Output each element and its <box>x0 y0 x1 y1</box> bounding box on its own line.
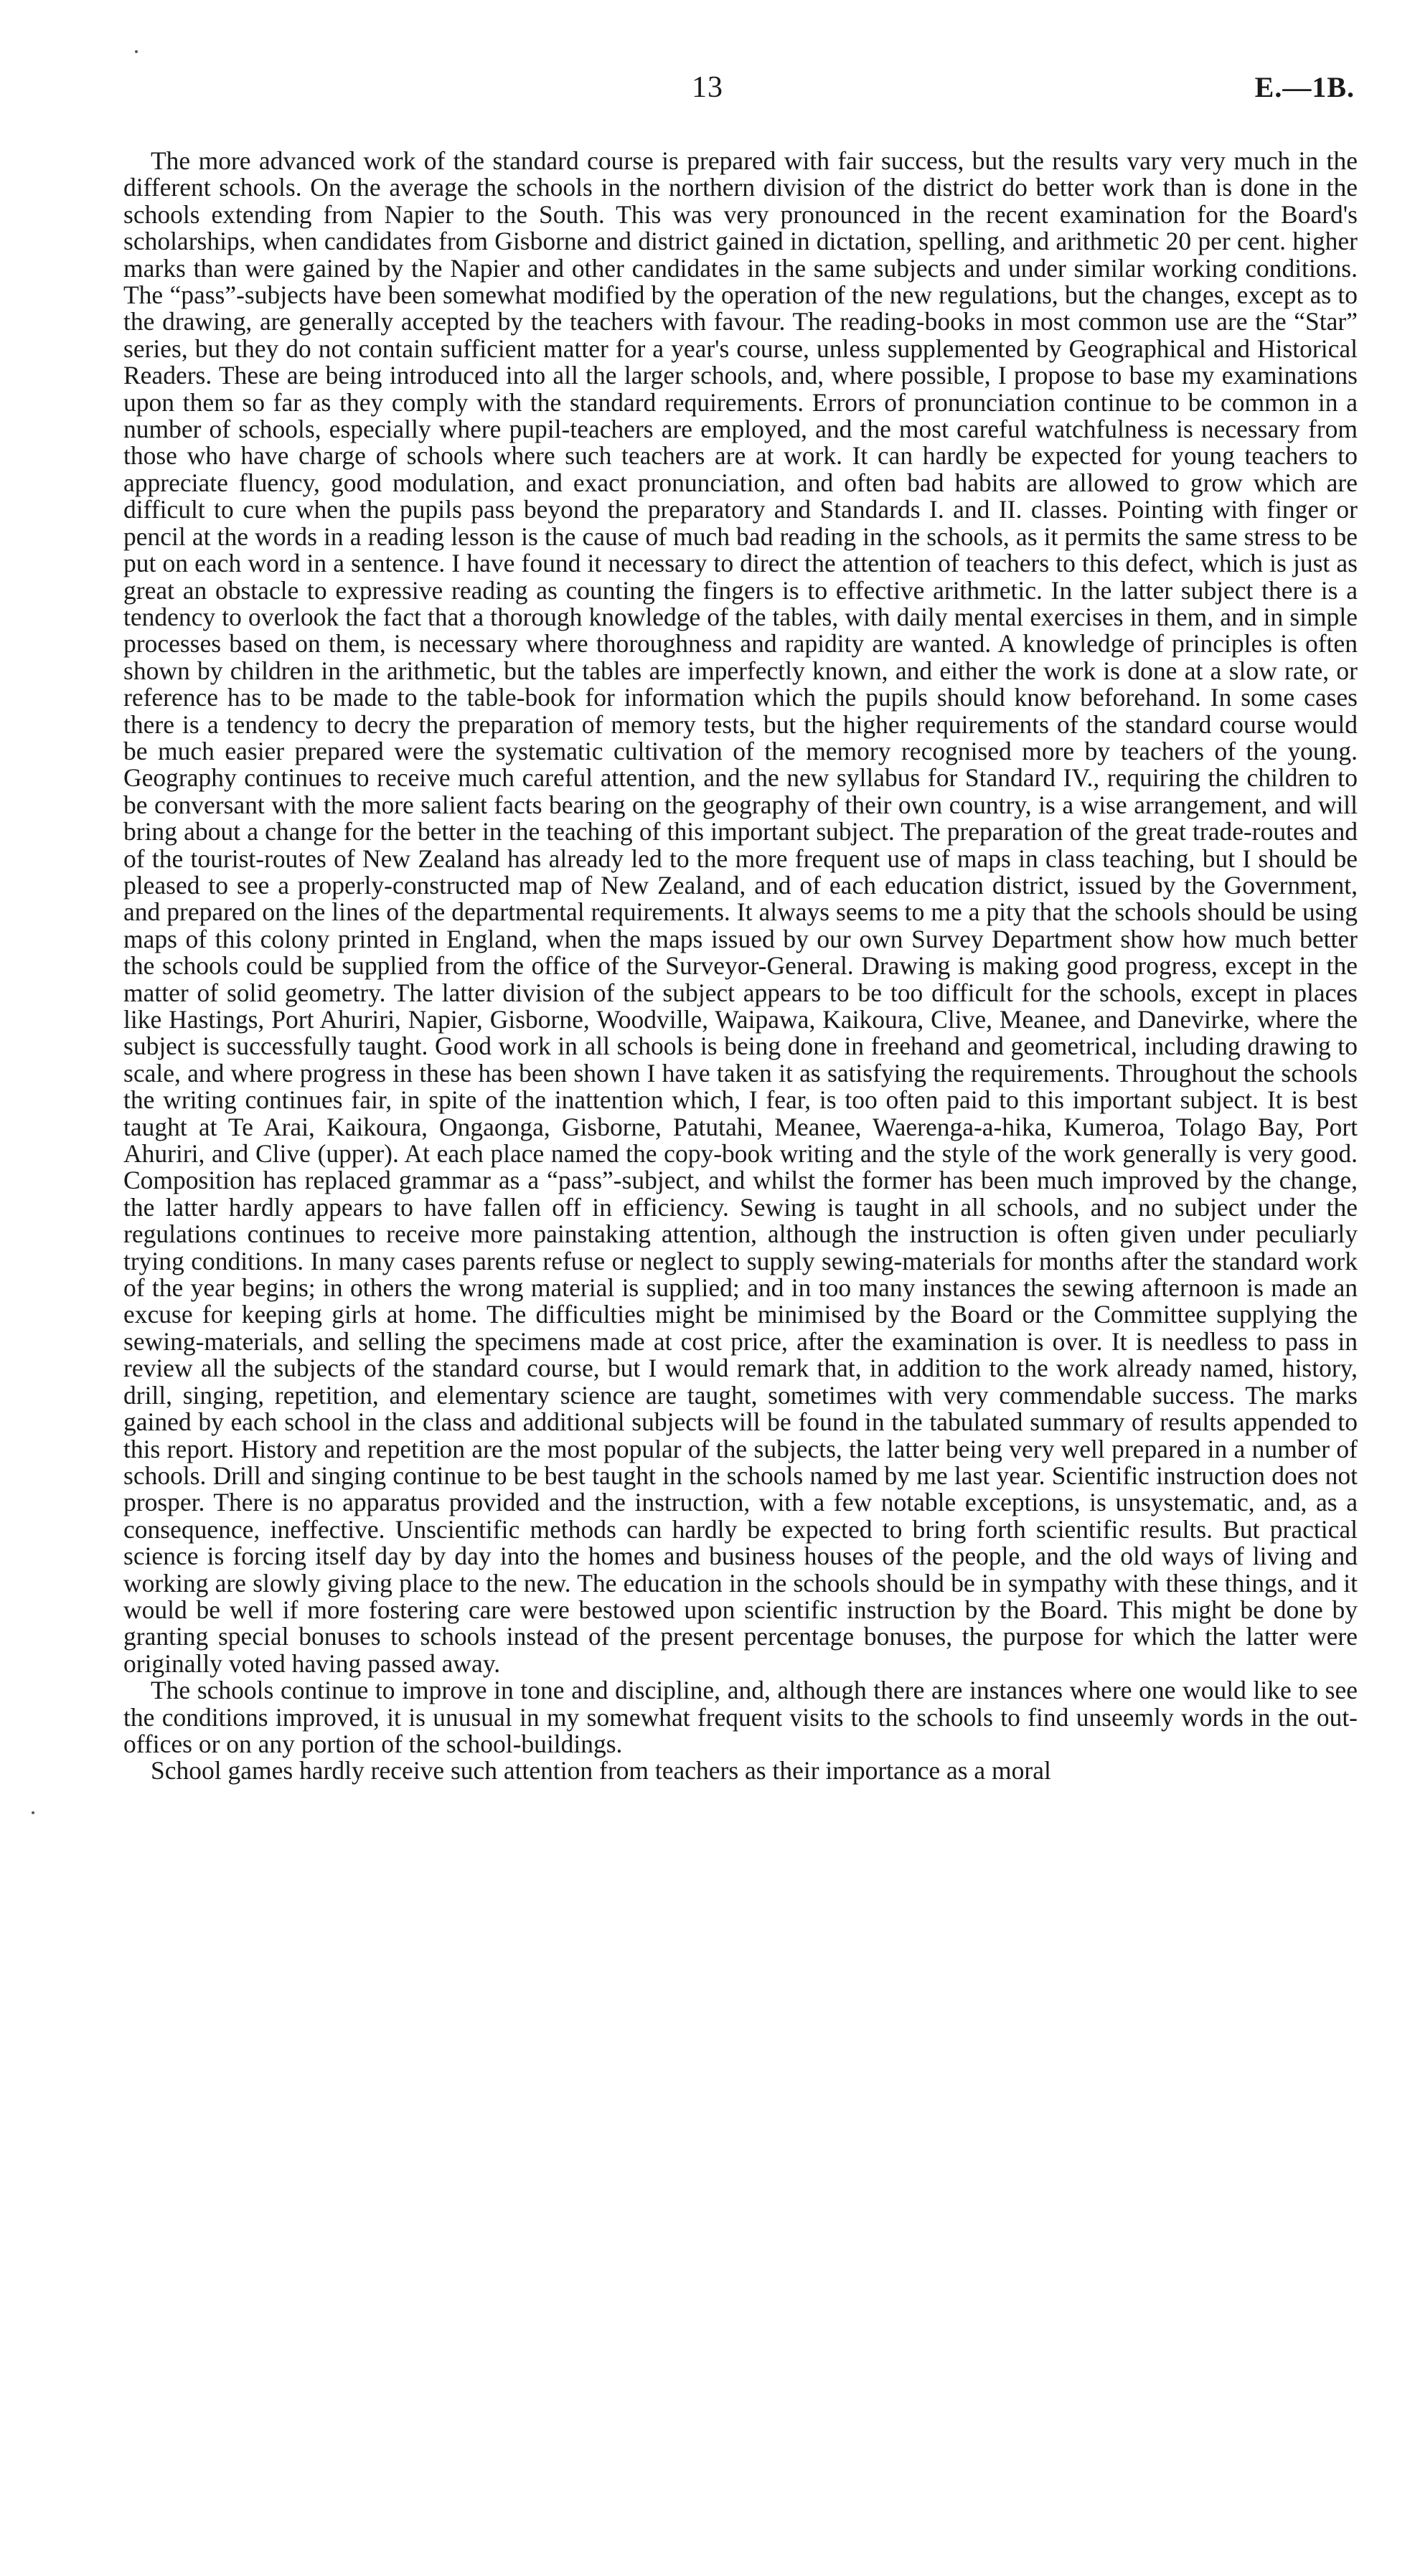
report-body <box>123 148 1358 1785</box>
paragraph-tone-discipline: The schools continue to improve in tone and discipline, and, although there are instances where one would like to see the conditions improved, it is unusual in my somewhat frequent visits to the schools to find unseemly words in the out-offices or on any portion of the school-buildings. <box>123 1676 1358 1758</box>
speck-mark <box>32 1811 34 1814</box>
speck-mark <box>135 50 138 53</box>
page-number: 13 <box>692 71 723 104</box>
paragraph-school-games: School games hardly receive such attention from teachers as their importance as a moral <box>151 1756 1051 1785</box>
document-reference: E.—1B. <box>1254 71 1355 103</box>
paragraph-standard-course: The more advanced work of the standard course is prepared with fair success, but the results vary very much in the different schools. On the average the schools in the northern division of the district do better work than is done in the schools extending from Napier to the South. This was very pronounced in the recent examination for the Board's scholarships, when candidates from Gisborne and district gained in dictation, spelling, and arithmetic 20 per cent. higher marks than were gained by the Napier and other candidates in the same subjects and under similar working conditions. The “pass”-subjects have been somewhat modified by the operation of the new regulations, but the changes, except as to the drawing, are generally accepted by the teachers with favour. The reading-books in most common use are the “Star” series, but they do not contain sufficient matter for a year's course, unless supplemented by Geographical and Historical Readers. These are being introduced into all the larger schools, and, where possible, I propose to base my examinations upon them so far as they comply with the standard requirements. Errors of pronunciation continue to be common in a number of schools, especially where pupil-teachers are employed, and the most careful watchfulness is necessary from those who have charge of schools where such teachers are at work. It can hardly be expected for young teachers to appreciate fluency, good modulation, and exact pronunciation, and often bad habits are allowed to grow which are difficult to cure when the pupils pass beyond the preparatory and Standards I. and II. classes. Pointing with finger or pencil at the words in a reading lesson is the cause of much bad reading in the schools, as it permits the same stress to be put on each word in a sentence. I have found it necessary to direct the attention of teachers to this defect, which is just as great an obstacle to expressive reading as counting the fingers is to effective arithmetic. In the latter subject there is a tendency to overlook the fact that a thorough knowledge of the tables, with daily mental exercises in them, and in simple processes based on them, is necessary where thoroughness and rapidity are wanted. A knowledge of principles is often shown by children in the arithmetic, but the tables are imperfectly known, and either the work is done at a slow rate, or reference has to be made to the table-book for information which the pupils should know beforehand. In some cases there is a tendency to decry the preparation of memory tests, but the higher requirements of the standard course would be much easier prepared were the systematic cultivation of the memory recognised more by teachers of the young. Geography continues to receive much careful attention, and the new syllabus for Standard IV., requiring the children to be conversant with the more salient facts bearing on the geography of their own country, is a wise arrangement, and will bring about a change for the better in the teaching of this important subject. The preparation of the great trade-routes and of the tourist-routes of New Zealand has already led to the more frequent use of maps in class teaching, but I should be pleased to see a properly-constructed map of New Zealand, and of each education district, issued by the Government, and prepared on the lines of the departmental requirements. It always seems to me a pity that the schools should be using maps of this colony printed in England, when the maps issued by our own Survey Department show how much better the schools could be supplied from the office of the Surveyor-General. Drawing is making good progress, except in the matter of solid geometry. The latter division of the subject appears to be too difficult for the schools, except in places like Hastings, Port Ahuriri, Napier, Gisborne, Woodville, Waipawa, Kaikoura, Clive, Meanee, and Danevirke, where the subject is successfully taught. Good work in all schools is being done in freehand and geometrical, including drawing to scale, and where progress in these has been shown I have taken it as satisfying the requirements. Throughout the schools the writing continues fair, in spite of the inattention which, I fear, is too often paid to this important subject. It is best taught at Te Arai, Kaikoura, Ongaonga, Gisborne, Patutahi, Meanee, Waerenga-a-hika, Kumeroa, Tolago Bay, Port Ahuriri, and Clive (upper). At each place named the copy-book writing and the style of the work generally is very good. Composition has replaced grammar as a “pass”-subject, and whilst the former has been much improved by the change, the latter hardly appears to have fallen off in efficiency. Sewing is taught in all schools, and no subject under the regulations continues to receive more painstaking attention, although the instruction is often given under peculiarly trying conditions. In many cases parents refuse or neglect to supply sewing-materials for months after the standard work of the year begins; in others the wrong material is supplied; and in too many instances the sewing afternoon is made an excuse for keeping girls at home. The difficulties might be minimised by the Board or the Committee supplying the sewing-materials, and selling the specimens made at cost price, after the examination is over. It is needless to pass in review all the subjects of the standard course, but I would remark that, in addition to the work already named, history, drill, singing, repetition, and elementary science are taught, sometimes with very commendable success. The marks gained by each school in the class and additional subjects will be found in the tabulated summary of results appended to this report. History and repetition are the most popular of the subjects, the latter being very well prepared in a number of schools. Drill and singing continue to be best taught in the schools named by me last year. Scientific instruction does not prosper. There is no apparatus provided and the instruction, with a few notable exceptions, is unsystematic, and, as a consequence, ineffective. Unscientific methods can hardly be expected to bring forth scientific results. But practical science is forcing itself day by day into the homes and business houses of the people, and the old ways of living and working are slowly giving place to the new. The education in the schools should be in sympathy with these things, and it would be well if more fostering care were bestowed upon scientific instruction by the Board. This might be done by granting special bonuses to schools instead of the present percentage bonuses, the purpose for which the latter were originally voted having passed away. <box>123 146 1358 1678</box>
